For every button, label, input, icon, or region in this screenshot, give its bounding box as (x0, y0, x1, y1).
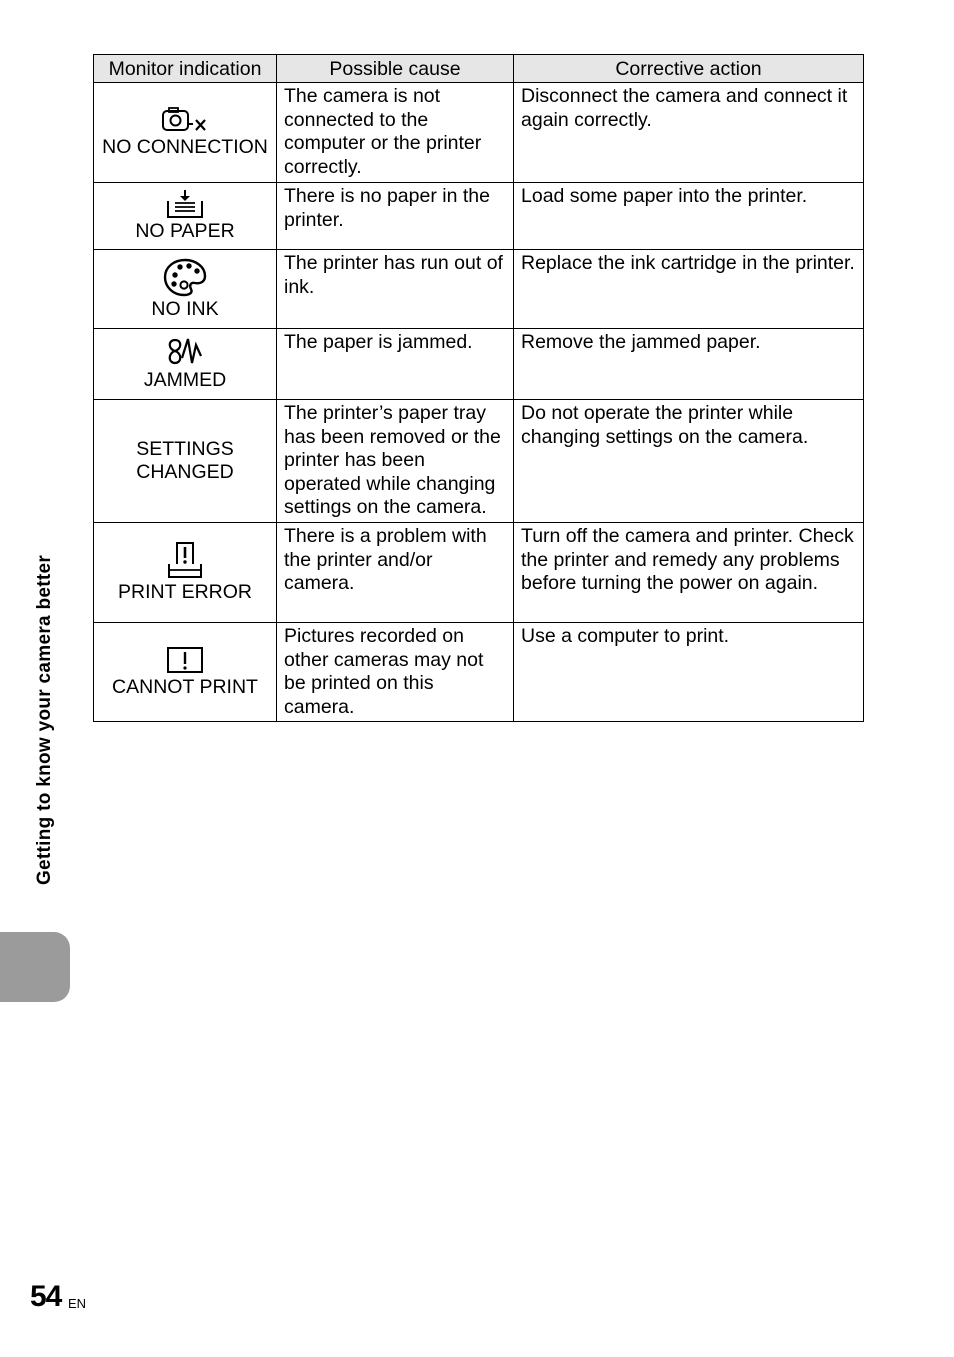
section-title: Getting to know your camera better (34, 554, 55, 886)
header-monitor-indication: Monitor indication (94, 55, 277, 83)
action-cell: Turn off the camera and printer. Check the printer and remedy any problems before turning the power on again. (514, 523, 864, 623)
indication-cell (94, 329, 277, 400)
header-corrective-action: Corrective action (514, 55, 864, 83)
indication-cell (94, 183, 277, 250)
page-language: EN (68, 1296, 87, 1311)
action-cell: Use a computer to print. (514, 623, 864, 722)
indication-label: SETTINGS CHANGED (136, 437, 234, 483)
section-tab (0, 932, 70, 1002)
cannot-print-icon (165, 645, 205, 675)
table-row (94, 250, 864, 329)
indication-label: PRINT ERROR (118, 581, 252, 604)
table-row (94, 329, 864, 400)
print-error-table (93, 54, 864, 722)
action-cell: Disconnect the camera and connect it again correctly. (514, 83, 864, 183)
indication-cell (94, 400, 277, 523)
cause-cell: There is no paper in the printer. (277, 183, 514, 250)
paper-jam-icon (165, 336, 205, 368)
cause-cell: The printer has run out of ink. (277, 250, 514, 329)
indication-label: NO CONNECTION (102, 136, 268, 159)
ink-palette-icon (163, 257, 207, 297)
table-row (94, 523, 864, 623)
table-row (94, 623, 864, 722)
table-header-row (94, 55, 864, 83)
cause-cell: The camera is not connected to the computer or the printer correctly. (277, 83, 514, 183)
table-row (94, 183, 864, 250)
cause-cell: Pictures recorded on other cameras may not be printed on this camera. (277, 623, 514, 722)
action-cell: Do not operate the printer while changing settings on the camera. (514, 400, 864, 523)
table-row (94, 400, 864, 523)
cause-cell: The paper is jammed. (277, 329, 514, 400)
indication-label: JAMMED (143, 368, 227, 391)
action-cell: Load some paper into the printer. (514, 183, 864, 250)
indication-cell (94, 83, 277, 183)
cause-cell: There is a problem with the printer and/or camera. (277, 523, 514, 623)
indication-cell (94, 523, 277, 623)
action-cell: Remove the jammed paper. (514, 329, 864, 400)
paper-tray-icon (165, 189, 205, 219)
action-cell: Replace the ink cartridge in the printer. (514, 250, 864, 329)
cause-cell: The printer’s paper tray has been removed or the printer has been operated while changing settings on the camera. (277, 400, 514, 523)
indication-label: NO PAPER (135, 219, 235, 242)
indication-label: NO INK (151, 297, 219, 320)
printer-error-icon (165, 540, 205, 580)
indication-label: CANNOT PRINT (112, 675, 258, 698)
table-row (94, 83, 864, 183)
indication-cell (94, 623, 277, 722)
camera-disconnected-icon (160, 105, 210, 135)
page-number: 54 (30, 1280, 62, 1313)
header-possible-cause: Possible cause (277, 55, 514, 83)
indication-cell (94, 250, 277, 329)
